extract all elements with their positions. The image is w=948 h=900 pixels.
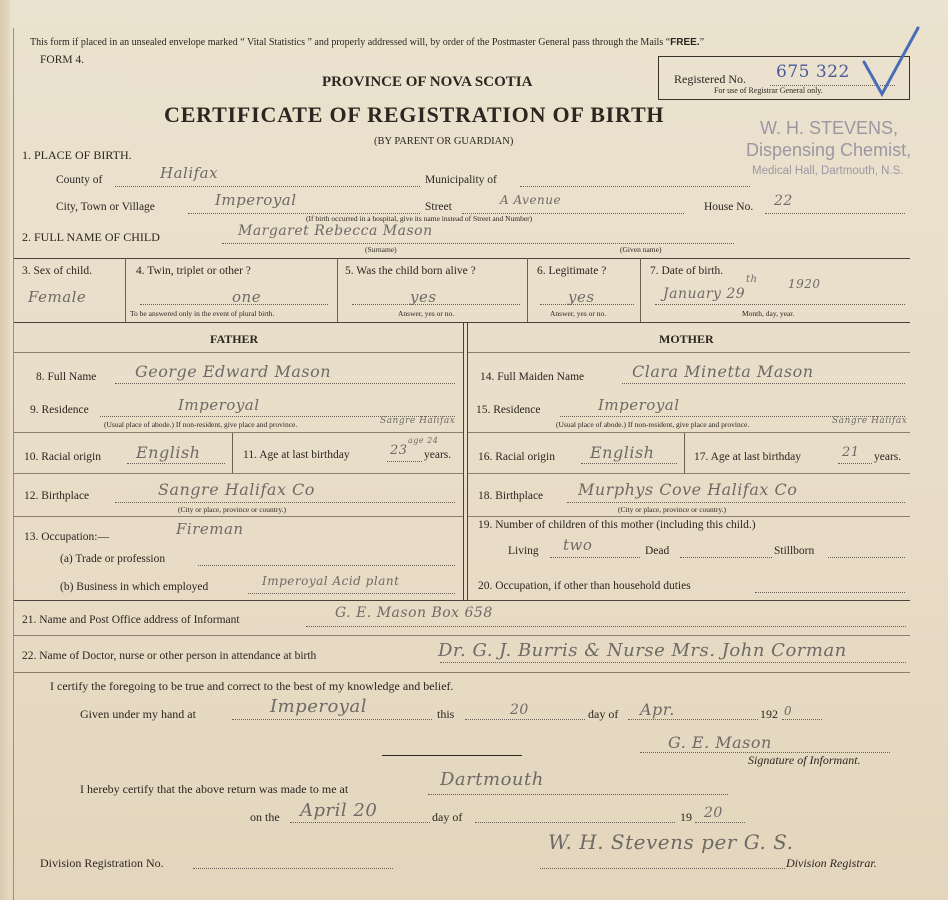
year-prefix: 192 — [760, 707, 778, 721]
father-rule-3 — [14, 516, 463, 517]
father-residence-extra: Sangre Halifax — [380, 416, 456, 426]
business-label: (b) Business in which employed — [60, 581, 209, 593]
dead-line — [680, 557, 772, 558]
father-age-divider — [232, 433, 233, 473]
postal-note — [30, 37, 704, 48]
house-value: 22 — [774, 193, 793, 209]
father-name-value: George Edward Mason — [135, 362, 332, 381]
dead-label: Dead — [645, 545, 670, 557]
mother-name-label: 14. Full Maiden Name — [480, 371, 585, 383]
parents-divider-b — [467, 323, 468, 600]
legitimate-value: yes — [568, 288, 595, 306]
trade-line — [198, 565, 455, 566]
mother-birthplace-line — [567, 502, 905, 503]
father-name-label: 8. Full Name — [36, 371, 97, 383]
child-name-label: 2. FULL NAME OF CHILD — [22, 230, 160, 244]
seal-rule — [382, 755, 522, 756]
father-birthplace-label: 12. Birthplace — [24, 490, 90, 502]
father-residence-label: 9. Residence — [30, 404, 89, 416]
living-line — [550, 557, 640, 558]
stamp-line-3: Medical Hall, Dartmouth, N.S. — [752, 165, 904, 177]
mother-residence-value: Imperoyal — [598, 396, 680, 414]
city-label: City, Town or Village — [56, 201, 155, 213]
sex-label: 3. Sex of child. — [22, 265, 92, 277]
year-line — [782, 719, 822, 720]
mother-racial-label: 16. Racial origin — [478, 451, 555, 463]
county-line — [115, 186, 420, 187]
registrar-use-note: For use of Registrar General only. — [714, 86, 823, 95]
day-value: 20 — [510, 702, 529, 718]
registrar-signature: W. H. Stevens per G. S. — [548, 830, 794, 854]
mother-heading: MOTHER — [659, 332, 714, 346]
father-heading: FATHER — [210, 332, 259, 346]
living-value: two — [563, 536, 593, 554]
informant-rule — [14, 635, 910, 636]
certificate-title: CERTIFICATE OF REGISTRATION OF BIRTH — [164, 102, 665, 127]
doctor-rule — [14, 672, 910, 673]
alive-label: 5. Was the child born alive ? — [345, 265, 476, 277]
registrar-sig-line — [540, 868, 785, 869]
day-line — [465, 719, 585, 720]
municipality-line — [520, 186, 750, 187]
registrar-place-value: Dartmouth — [440, 769, 544, 790]
informant-label: 21. Name and Post Office address of Informant — [22, 614, 240, 626]
postal-note-free: FREE. — [670, 37, 700, 48]
father-birthplace-note: (City or place, province or country.) — [178, 505, 287, 514]
division-registrar-label: Division Registrar. — [786, 856, 877, 870]
twin-label: 4. Twin, triplet or other ? — [136, 265, 251, 277]
trade-label: (a) Trade or profession — [60, 553, 166, 565]
mother-rule-2 — [468, 473, 910, 474]
date-of-birth-th: th — [746, 274, 758, 285]
heading-rule-right — [468, 352, 910, 353]
alive-value: yes — [410, 288, 437, 306]
doctor-value: Dr. G. J. Burris & Nurse Mrs. John Corman — [438, 640, 847, 661]
mother-racial-line — [581, 463, 677, 464]
row3-divider-3 — [527, 258, 528, 322]
father-rule-2 — [14, 473, 463, 474]
mother-residence-label: 15. Residence — [476, 404, 541, 416]
heading-rule-left — [14, 352, 463, 353]
mother-rule-1 — [468, 432, 910, 433]
certify-statement: I certify the foregoing to be true and correct to the best of my knowledge and belief. — [50, 679, 454, 693]
row3-top-rule — [14, 258, 910, 259]
mother-residence-note: (Usual place of abode.) If non-resident, give place and province. — [556, 420, 750, 429]
given-under-label: Given under my hand at — [80, 707, 196, 721]
twin-value: one — [232, 288, 262, 306]
parents-divider-a — [463, 323, 464, 600]
father-birthplace-value: Sangre Halifax Co — [158, 480, 315, 499]
given-place-value: Imperoyal — [270, 696, 367, 717]
parents-bottom-rule — [14, 600, 910, 601]
father-age-years: years. — [424, 449, 452, 461]
registrar-date-value: April 20 — [300, 800, 378, 821]
registrar-month-line — [475, 822, 675, 823]
father-occupation-label: 13. Occupation:— — [24, 531, 109, 543]
date-of-birth-label: 7. Date of birth. — [650, 265, 724, 277]
father-birthplace-line — [115, 502, 455, 503]
registered-label: Registered No. — [674, 72, 746, 86]
mother-birthplace-value: Murphys Cove Halifax Co — [578, 480, 798, 499]
business-value: Imperoyal Acid plant — [262, 574, 400, 588]
hospital-note: (If birth occurred in a hospital, give its name instead of Street and Number) — [306, 214, 533, 223]
stamp-line-2: Dispensing Chemist, — [746, 140, 912, 160]
mother-age-divider — [684, 433, 685, 473]
city-value: Imperoyal — [215, 191, 297, 209]
date-of-birth-line — [655, 304, 905, 305]
postal-note-close: ” — [699, 37, 705, 48]
informant-signature: G. E. Mason — [668, 733, 772, 752]
mother-occupation-label: 20. Occupation, if other than household duties — [478, 580, 691, 592]
binding-edge — [0, 0, 10, 900]
house-label: House No. — [704, 201, 754, 213]
registrar-date-line — [290, 822, 430, 823]
signature-of-informant-label: Signature of Informant. — [748, 753, 861, 767]
place-of-birth-label: 1. PLACE OF BIRTH. — [22, 148, 132, 162]
father-age-label: 11. Age at last birthday — [243, 449, 350, 461]
mother-age-years: years. — [874, 451, 902, 463]
date-of-birth-note: Month, day, year. — [742, 309, 795, 318]
legitimate-note: Answer, yes or no. — [550, 309, 607, 318]
mother-birthplace-note: (City or place, province or country.) — [618, 505, 727, 514]
row3-bottom-rule — [14, 322, 910, 323]
postal-note-text: This form if placed in an unsealed envelope marked “ Vital Statistics ” and properly addressed will, by order of the Postmaster General pass through the Mails “ — [30, 37, 671, 48]
month-line — [628, 719, 758, 720]
father-age-value: 23 — [390, 443, 408, 458]
father-racial-label: 10. Racial origin — [24, 451, 101, 463]
day-of-label: day of — [588, 707, 619, 721]
father-age-line — [387, 461, 422, 462]
doctor-label: 22. Name of Doctor, nurse or other person in attendance at birth — [22, 650, 317, 662]
children-count-label: 19. Number of children of this mother (including this child.) — [478, 519, 756, 531]
father-name-line — [115, 383, 455, 384]
registrar-place-line — [428, 794, 728, 795]
sex-value: Female — [28, 288, 87, 306]
informant-line — [306, 626, 906, 627]
house-line — [765, 213, 905, 214]
row3-divider-1 — [125, 258, 126, 322]
given-place-line — [232, 719, 432, 720]
form-number: FORM 4. — [40, 54, 85, 66]
division-registration-line — [193, 868, 393, 869]
mother-occupation-line — [755, 592, 905, 593]
father-age-extra: age 24 — [408, 436, 439, 445]
father-rule-1 — [14, 432, 463, 433]
mother-rule-3 — [468, 516, 910, 517]
twin-note: To be answered only in the event of plural birth. — [130, 309, 275, 318]
division-registration-label: Division Registration No. — [40, 856, 164, 870]
father-residence-value: Imperoyal — [178, 396, 260, 414]
mother-name-value: Clara Minetta Mason — [632, 362, 814, 381]
given-name-note: (Given name) — [620, 245, 662, 254]
mother-age-value: 21 — [842, 445, 860, 460]
business-line — [248, 593, 455, 594]
stamp-line-1: W. H. STEVENS, — [760, 118, 899, 138]
legitimate-label: 6. Legitimate ? — [537, 265, 607, 277]
mother-age-label: 17. Age at last birthday — [694, 451, 801, 463]
month-value: Apr. — [640, 700, 675, 719]
mother-age-line — [838, 463, 872, 464]
street-label: Street — [425, 201, 452, 213]
stillborn-label: Stillborn — [774, 545, 815, 557]
father-residence-note: (Usual place of abode.) If non-resident, give place and province. — [104, 420, 298, 429]
mother-residence-extra: Sangre Halifax — [832, 416, 908, 426]
registrar-day-of-label: day of — [432, 810, 463, 824]
child-name-value: Margaret Rebecca Mason — [238, 223, 433, 239]
date-of-birth-value: January 29 — [663, 286, 746, 302]
county-label: County of — [56, 174, 103, 186]
county-value: Halifax — [160, 164, 219, 182]
living-label: Living — [508, 545, 539, 557]
street-value: A Avenue — [500, 193, 562, 207]
father-racial-line — [127, 463, 225, 464]
mother-racial-value: English — [590, 443, 655, 462]
municipality-label: Municipality of — [425, 174, 497, 186]
father-occupation-value: Fireman — [176, 520, 244, 538]
certificate-subtitle: (BY PARENT OR GUARDIAN) — [374, 136, 514, 147]
stillborn-line — [828, 557, 905, 558]
registrar-year-value: 20 — [704, 805, 723, 821]
row3-divider-4 — [640, 258, 641, 322]
child-name-line — [222, 243, 734, 244]
registrar-year-prefix: 19 — [680, 810, 692, 824]
left-margin-rule — [13, 28, 14, 900]
hereby-certify-label: I hereby certify that the above return was made to me at — [80, 782, 349, 796]
doctor-line — [440, 662, 906, 663]
year-value: 0 — [784, 704, 793, 718]
on-the-label: on the — [250, 810, 280, 824]
alive-note: Answer, yes or no. — [398, 309, 455, 318]
this-label: this — [437, 707, 455, 721]
father-racial-value: English — [136, 443, 201, 462]
province-heading: PROVINCE OF NOVA SCOTIA — [322, 74, 533, 90]
row3-divider-2 — [337, 258, 338, 322]
mother-name-line — [622, 383, 905, 384]
registered-number: 675 322 — [776, 62, 850, 82]
mother-birthplace-label: 18. Birthplace — [478, 490, 544, 502]
check-mark-icon — [860, 22, 922, 102]
registrar-year-line — [695, 822, 745, 823]
surname-note: (Surname) — [365, 245, 397, 254]
date-of-birth-year: 1920 — [788, 277, 821, 291]
informant-value: G. E. Mason Box 658 — [335, 605, 493, 621]
